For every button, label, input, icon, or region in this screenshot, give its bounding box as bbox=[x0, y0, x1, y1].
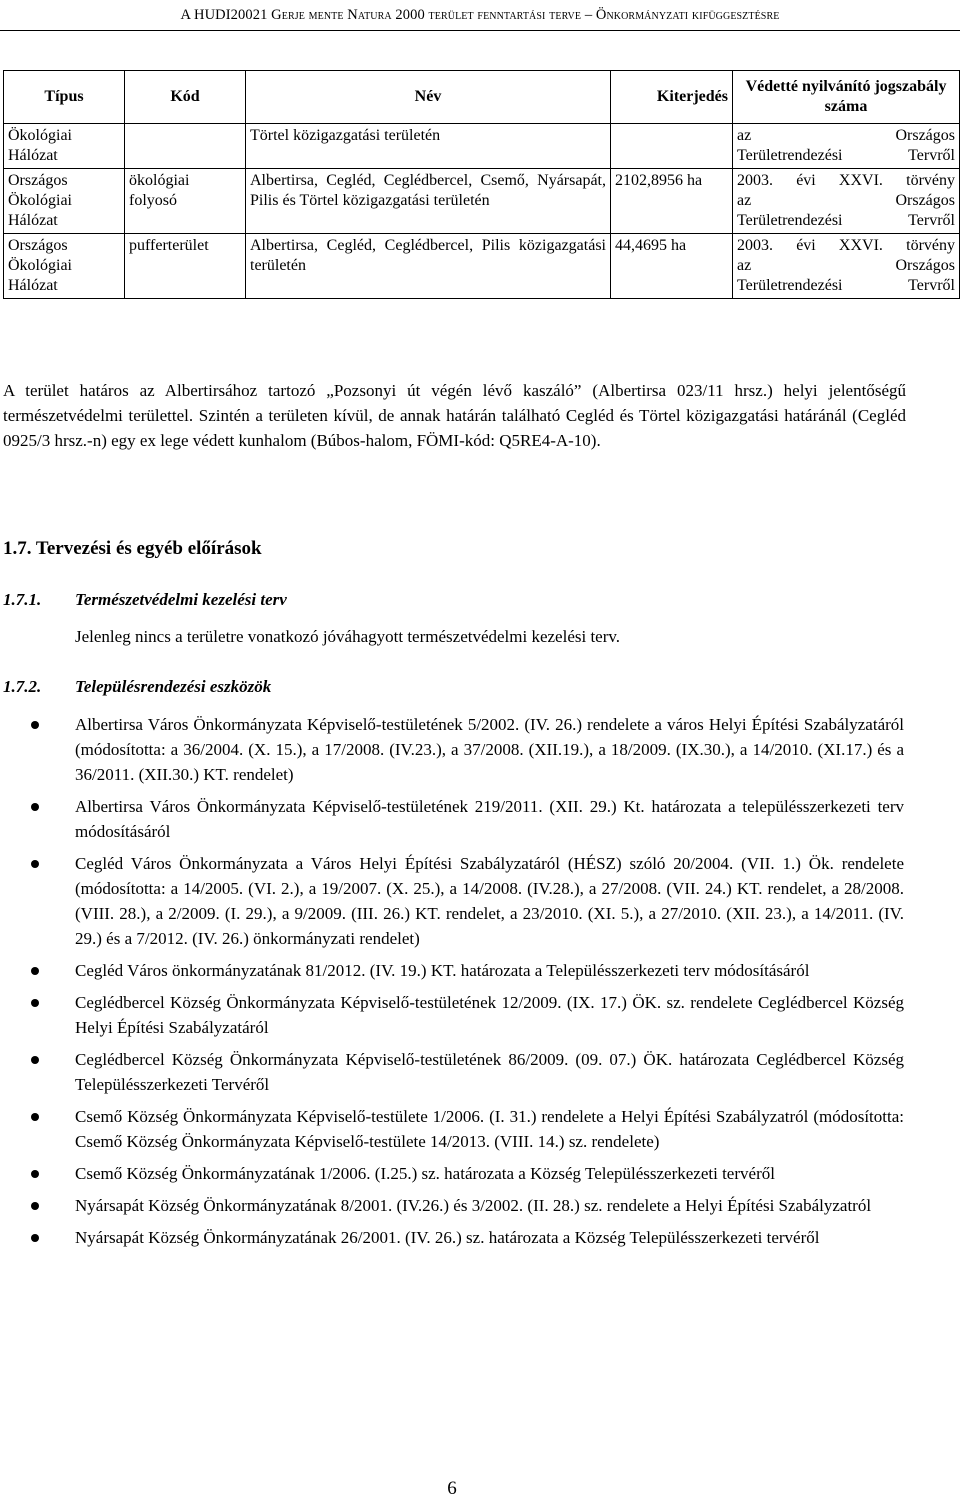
cell-kod bbox=[125, 124, 246, 169]
subsection-heading-2 bbox=[3, 677, 271, 697]
section-heading bbox=[3, 538, 262, 560]
col-header-kod: Kód bbox=[125, 71, 246, 124]
jogszabaly-line: az Országos bbox=[737, 192, 955, 209]
cell-kiterjedes: 2102,8956 ha bbox=[611, 169, 733, 234]
section-title: Tervezési és egyéb előírások bbox=[35, 538, 262, 559]
intro-paragraph: A terület határos az Albertirsához tartozó „Pozsonyi út végén lévő kaszáló” (Albertirsa 023/11 hrsz.) helyi jelentőségű természetvédelmi területtel. Szintén a területen kívül, de annak határán található Cegléd és Törtel közigazgatási határánál (Cegléd 0925/3 hrsz.-n) egy ex lege védett kunhalom (Búbos-halom, FÖMI-kód: Q5RE4-A-10). bbox=[3, 381, 906, 450]
list-item: Ceglédbercel Község Önkormányzata Képviselő-testületének 12/2009. (IX. 17.) ÖK. sz. rendelete Ceglédbercel Község Helyi Építési Szabályzatáról bbox=[0, 990, 904, 1040]
section-number: 1.7. bbox=[3, 538, 32, 559]
cell-nev: Törtel közigazgatási területén bbox=[246, 124, 611, 169]
cell-kiterjedes: 44,4695 ha bbox=[611, 234, 733, 299]
col-header-nev: Név bbox=[246, 71, 611, 124]
network-table bbox=[3, 70, 960, 299]
cell-nev: Albertirsa, Cegléd, Ceglédbercel, Pilis közigazgatási területén bbox=[246, 234, 611, 299]
running-header: A HUDI20021 Gerje mente Natura 2000 terület fenntartási terve – Önkormányzati kifüggesztésre bbox=[0, 0, 960, 31]
jogszabaly-line: az Országos bbox=[737, 127, 955, 144]
list-item: Nyársapát Község Önkormányzatának 8/2001. (IV.26.) és 3/2002. (II. 28.) sz. rendelete a Helyi Építési Szabályzatról bbox=[0, 1193, 904, 1218]
subsection-1-text: Jelenleg nincs a területre vonatkozó jóváhagyott természetvédelmi kezelési terv. bbox=[75, 627, 621, 646]
subsection-heading-1 bbox=[3, 590, 287, 610]
subsection-title: Településrendezési eszközök bbox=[75, 677, 272, 696]
cell-tipus: Országos Ökológiai Hálózat bbox=[4, 234, 125, 299]
subsection-number: 1.7.1. bbox=[3, 590, 42, 609]
list-item: Cegléd Város önkormányzatának 81/2012. (IV. 19.) KT. határozata a Településszerkezeti terv módosításáról bbox=[0, 958, 904, 983]
planning-instruments-list bbox=[0, 712, 904, 1257]
col-header-jogszabaly: Védetté nyilvánító jogszabály száma bbox=[733, 71, 960, 124]
cell-nev: Albertirsa, Cegléd, Ceglédbercel, Csemő, Nyársapát, Pilis és Törtel közigazgatási területén bbox=[246, 169, 611, 234]
cell-kod: pufferterület bbox=[125, 234, 246, 299]
list-item: Csemő Község Önkormányzatának 1/2006. (I.25.) sz. határozata a Község Településszerkezeti tervéről bbox=[0, 1161, 904, 1186]
jogszabaly-line: 2003. évi XXVI. törvény bbox=[737, 172, 955, 189]
table-row bbox=[4, 234, 960, 299]
table-header-row bbox=[4, 71, 960, 124]
table-row bbox=[4, 124, 960, 169]
cell-kiterjedes bbox=[611, 124, 733, 169]
cell-jogszabaly bbox=[733, 234, 960, 299]
list-item: Albertirsa Város Önkormányzata Képviselő-testületének 219/2011. (XII. 29.) Kt. határozata a településszerkezeti terv módosításáról bbox=[0, 794, 904, 844]
cell-jogszabaly bbox=[733, 124, 960, 169]
jogszabaly-line: Területrendezési Tervről bbox=[737, 147, 955, 164]
list-item: Csemő Község Önkormányzata Képviselő-testülete 1/2006. (I. 31.) rendelete a Helyi Építési Szabályzatról (módosította: Csemő Község Önkormányzata Képviselő-testülete 14/2013. (VIII. 14.) sz. rendelete) bbox=[0, 1104, 904, 1154]
list-item: Nyársapát Község Önkormányzatának 26/2001. (IV. 26.) sz. határozata a Község Településszerkezeti tervéről bbox=[0, 1225, 904, 1250]
jogszabaly-line: Területrendezési Tervről bbox=[737, 212, 955, 229]
page-number: 6 bbox=[447, 1478, 457, 1499]
table-row bbox=[4, 169, 960, 234]
col-header-kiterjedes: Kiterjedés bbox=[611, 71, 733, 124]
list-item: Ceglédbercel Község Önkormányzata Képviselő-testületének 86/2009. (09. 07.) ÖK. határozata Ceglédbercel Község Településszerkezeti Tervéről bbox=[0, 1047, 904, 1097]
list-item: Cegléd Város Önkormányzata a Város Helyi Építési Szabályzatáról (HÉSZ) szóló 20/2004. (VII. 1.) Ök. rendelete (módosította: a 14/2005. (VI. 2.), a 19/2007. (X. 25.), a 14/2008. (IV.28.), a 27/2008. (VII. 24.) KT. rendelet, a 28/2008. (VIII. 28.), a 2/2009. (I. 29.), a 9/2009. (III. 26.) KT. rendelet, a 23/2010. (XI. 5.), a 27/2010. (XII. 23.), a 14/2011. (IV. 29.) és a 7/2012. (IV. 26.) önkormányzati rendelet) bbox=[0, 851, 904, 951]
col-header-tipus: Típus bbox=[4, 71, 125, 124]
jogszabaly-line: Területrendezési Tervről bbox=[737, 277, 955, 294]
list-item: Albertirsa Város Önkormányzata Képviselő-testületének 5/2002. (IV. 26.) rendelete a város Helyi Építési Szabályzatáról (módosította: a 36/2004. (X. 15.), a 17/2008. (IV.23.), a 37/2008. (XII.19.), a 18/2009. (IX.30.), a 14/2010. (XI.17.) és a 36/2011. (XII.30.) KT. rendelet) bbox=[0, 712, 904, 787]
cell-kod: ökológiai folyosó bbox=[125, 169, 246, 234]
jogszabaly-line: 2003. évi XXVI. törvény bbox=[737, 237, 955, 254]
cell-tipus: Ökológiai Hálózat bbox=[4, 124, 125, 169]
cell-jogszabaly bbox=[733, 169, 960, 234]
subsection-title: Természetvédelmi kezelési terv bbox=[75, 590, 287, 609]
jogszabaly-line: az Országos bbox=[737, 257, 955, 274]
subsection-number: 1.7.2. bbox=[3, 677, 42, 696]
cell-tipus: Országos Ökológiai Hálózat bbox=[4, 169, 125, 234]
